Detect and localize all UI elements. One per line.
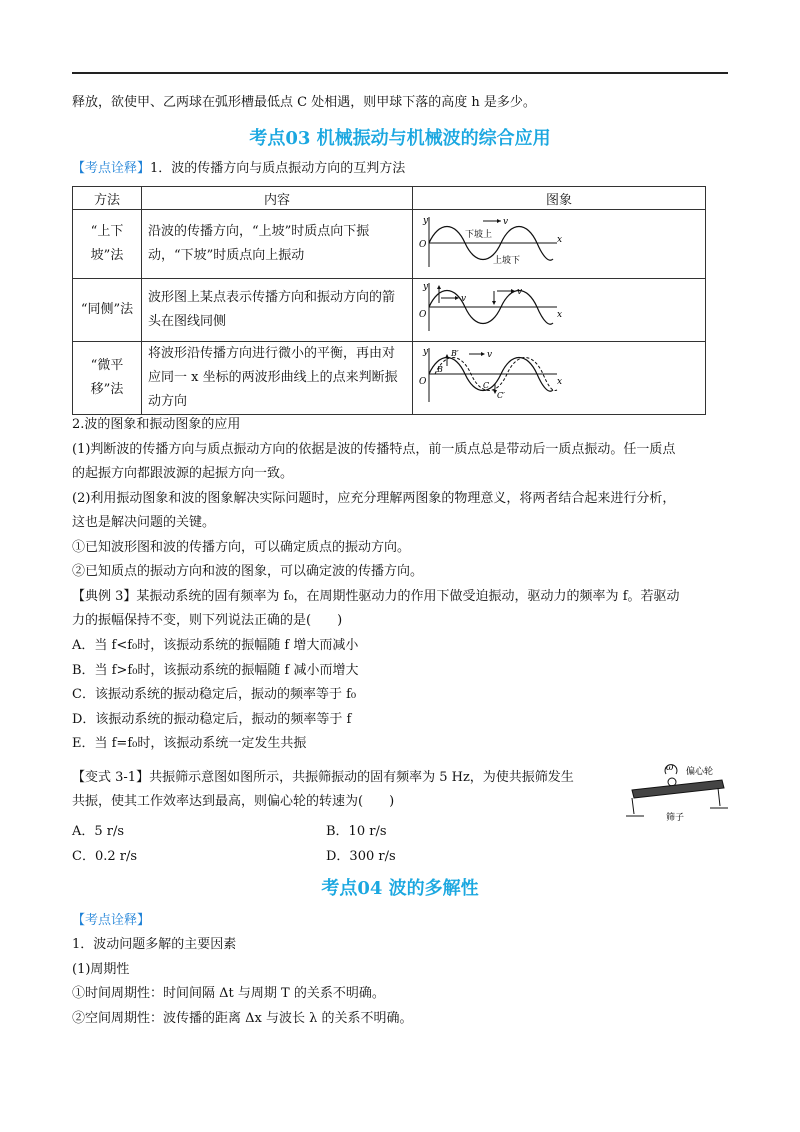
table-header-row	[73, 187, 706, 210]
intro-line: 释放，欲使甲、乙两球在弧形槽最低点 C 处相遇，则甲球下落的高度 h 是多少。	[72, 95, 536, 110]
variant-option: D．300 r/s	[326, 849, 396, 864]
body-line: 的起振方向都跟波源的起振方向一致。	[72, 466, 294, 481]
omega-label: ω	[666, 763, 674, 773]
variant-option: A．5 r/s	[72, 824, 125, 839]
example-option: E．当 f=f₀时，该振动系统一定发生共振	[72, 736, 307, 751]
method-cell: “同侧”法	[73, 279, 142, 342]
velocity-label: v	[517, 287, 523, 297]
variant-option: B．10 r/s	[326, 824, 387, 839]
content-cell: 将波形沿传播方向进行微小的平衡，再由对应同一 x 坐标的两波形曲线上的点来判断振动方向	[142, 342, 413, 415]
x-label: x	[557, 235, 563, 245]
method-table	[72, 186, 706, 415]
variant-line: 【变式 3-1】共振筛示意图如图所示，共振筛振动的固有频率为 5 Hz，为使共振筛发生	[72, 770, 574, 785]
table-header-cell: 方法	[73, 187, 142, 210]
method-cell: “上下坡”法	[73, 210, 142, 279]
body-line: ①已知波形图和波的传播方向，可以确定质点的振动方向。	[72, 540, 411, 555]
arrow-head	[437, 285, 441, 289]
variant-line: 共振，使其工作效率达到最高，则偏心轮的转速为( )	[72, 794, 395, 809]
origin-label: O	[419, 240, 427, 250]
figure-cell	[413, 279, 706, 342]
point-b-label: B	[437, 365, 443, 374]
method-cell: “微平移”法	[73, 342, 142, 415]
body-line: ②空间周期性：波传播的距离 Δx 与波长 λ 的关系不明确。	[72, 1011, 413, 1026]
section4-title: 考点04 波的多解性	[321, 878, 479, 899]
y-label: y	[423, 347, 429, 357]
body-line: ①时间周期性：时间间隔 Δt 与周期 T 的关系不明确。	[72, 986, 385, 1001]
spring-icon	[718, 788, 720, 806]
arrow-head	[445, 354, 449, 358]
label-uphill-down: 上坡下	[493, 256, 521, 266]
arrow-head	[492, 301, 496, 305]
micro-shift-figure	[417, 346, 567, 406]
sieve-plate	[632, 780, 724, 798]
point-b-prime-label: B′	[451, 349, 459, 358]
x-label: x	[557, 310, 563, 320]
example-option: D．该振动系统的振动稳定后，振动的频率等于 f	[72, 712, 352, 727]
section4-note-tag: 【考点诠释】	[72, 913, 151, 928]
same-side-figure	[417, 281, 567, 335]
table-header-cell: 内容	[142, 187, 413, 210]
velocity-label: v	[503, 217, 509, 227]
table-row	[73, 342, 706, 415]
slope-method-figure	[417, 213, 567, 271]
content-cell: 波形图上某点表示传播方向和振动方向的箭头在图线同侧	[142, 279, 413, 342]
content-cell: 沿波的传播方向，“上坡”时质点向下振动，“下坡”时质点向上振动	[142, 210, 413, 279]
body-line: (2)利用振动图象和波的图象解决实际问题时，应充分理解两图象的物理意义，将两者结合起来进行分析，	[72, 491, 676, 506]
velocity-label: v	[461, 294, 467, 304]
y-label: y	[423, 282, 429, 292]
wheel-label: 偏心轮	[686, 767, 714, 777]
spring-icon	[632, 798, 634, 814]
section3-title: 考点03 机械振动与机械波的综合应用	[249, 128, 551, 149]
figure-cell	[413, 210, 706, 279]
origin-label: O	[419, 377, 427, 387]
body-line: 这也是解决问题的关键。	[72, 515, 216, 530]
example-option: B．当 f>f₀时，该振动系统的振幅随 f 减小而增大	[72, 663, 359, 678]
header-rule	[72, 72, 728, 74]
body-line: (1)周期性	[72, 962, 130, 977]
body-line: 2.波的图象和振动图象的应用	[72, 417, 241, 432]
example-line: 【典例 3】某振动系统的固有频率为 f₀，在周期性驱动力的作用下做受迫振动，驱动力的频率为 f。若驱动	[72, 589, 680, 604]
point-c-prime-label: C′	[497, 391, 505, 400]
table-row	[73, 279, 706, 342]
x-label: x	[557, 377, 563, 387]
example-option: A．当 f<f₀时，该振动系统的振幅随 f 增大而减小	[72, 638, 359, 653]
y-label: y	[423, 216, 429, 226]
note-text: 1．波的传播方向与质点振动方向的互判方法	[150, 161, 406, 176]
label-downhill-up: 下坡上	[465, 230, 493, 240]
variant-option: C．0.2 r/s	[72, 849, 138, 864]
section3-note	[72, 160, 405, 178]
note-tag: 【考点诠释】	[72, 161, 151, 176]
body-line: ②已知质点的振动方向和波的图象，可以确定波的传播方向。	[72, 564, 424, 579]
arrow-head	[481, 352, 485, 356]
sieve-label: 筛子	[666, 813, 685, 823]
example-line: 力的振幅保持不变，则下列说法正确的是( )	[72, 613, 343, 628]
body-line: 1．波动问题多解的主要因素	[72, 937, 237, 952]
figure-cell	[413, 342, 706, 415]
point-c-label: C	[483, 381, 490, 390]
origin-label: O	[419, 310, 427, 320]
body-line: (1)判断波的传播方向与质点振动方向的依据是波的传播特点，前一质点总是带动后一质点振动。任一质点	[72, 442, 676, 457]
velocity-label: v	[487, 350, 493, 360]
arrow-head	[497, 219, 501, 223]
table-row	[73, 210, 706, 279]
example-option: C．该振动系统的振动稳定后，振动的频率等于 f₀	[72, 687, 357, 702]
table-header-cell: 图象	[413, 187, 706, 210]
resonance-sieve-figure	[626, 760, 730, 830]
